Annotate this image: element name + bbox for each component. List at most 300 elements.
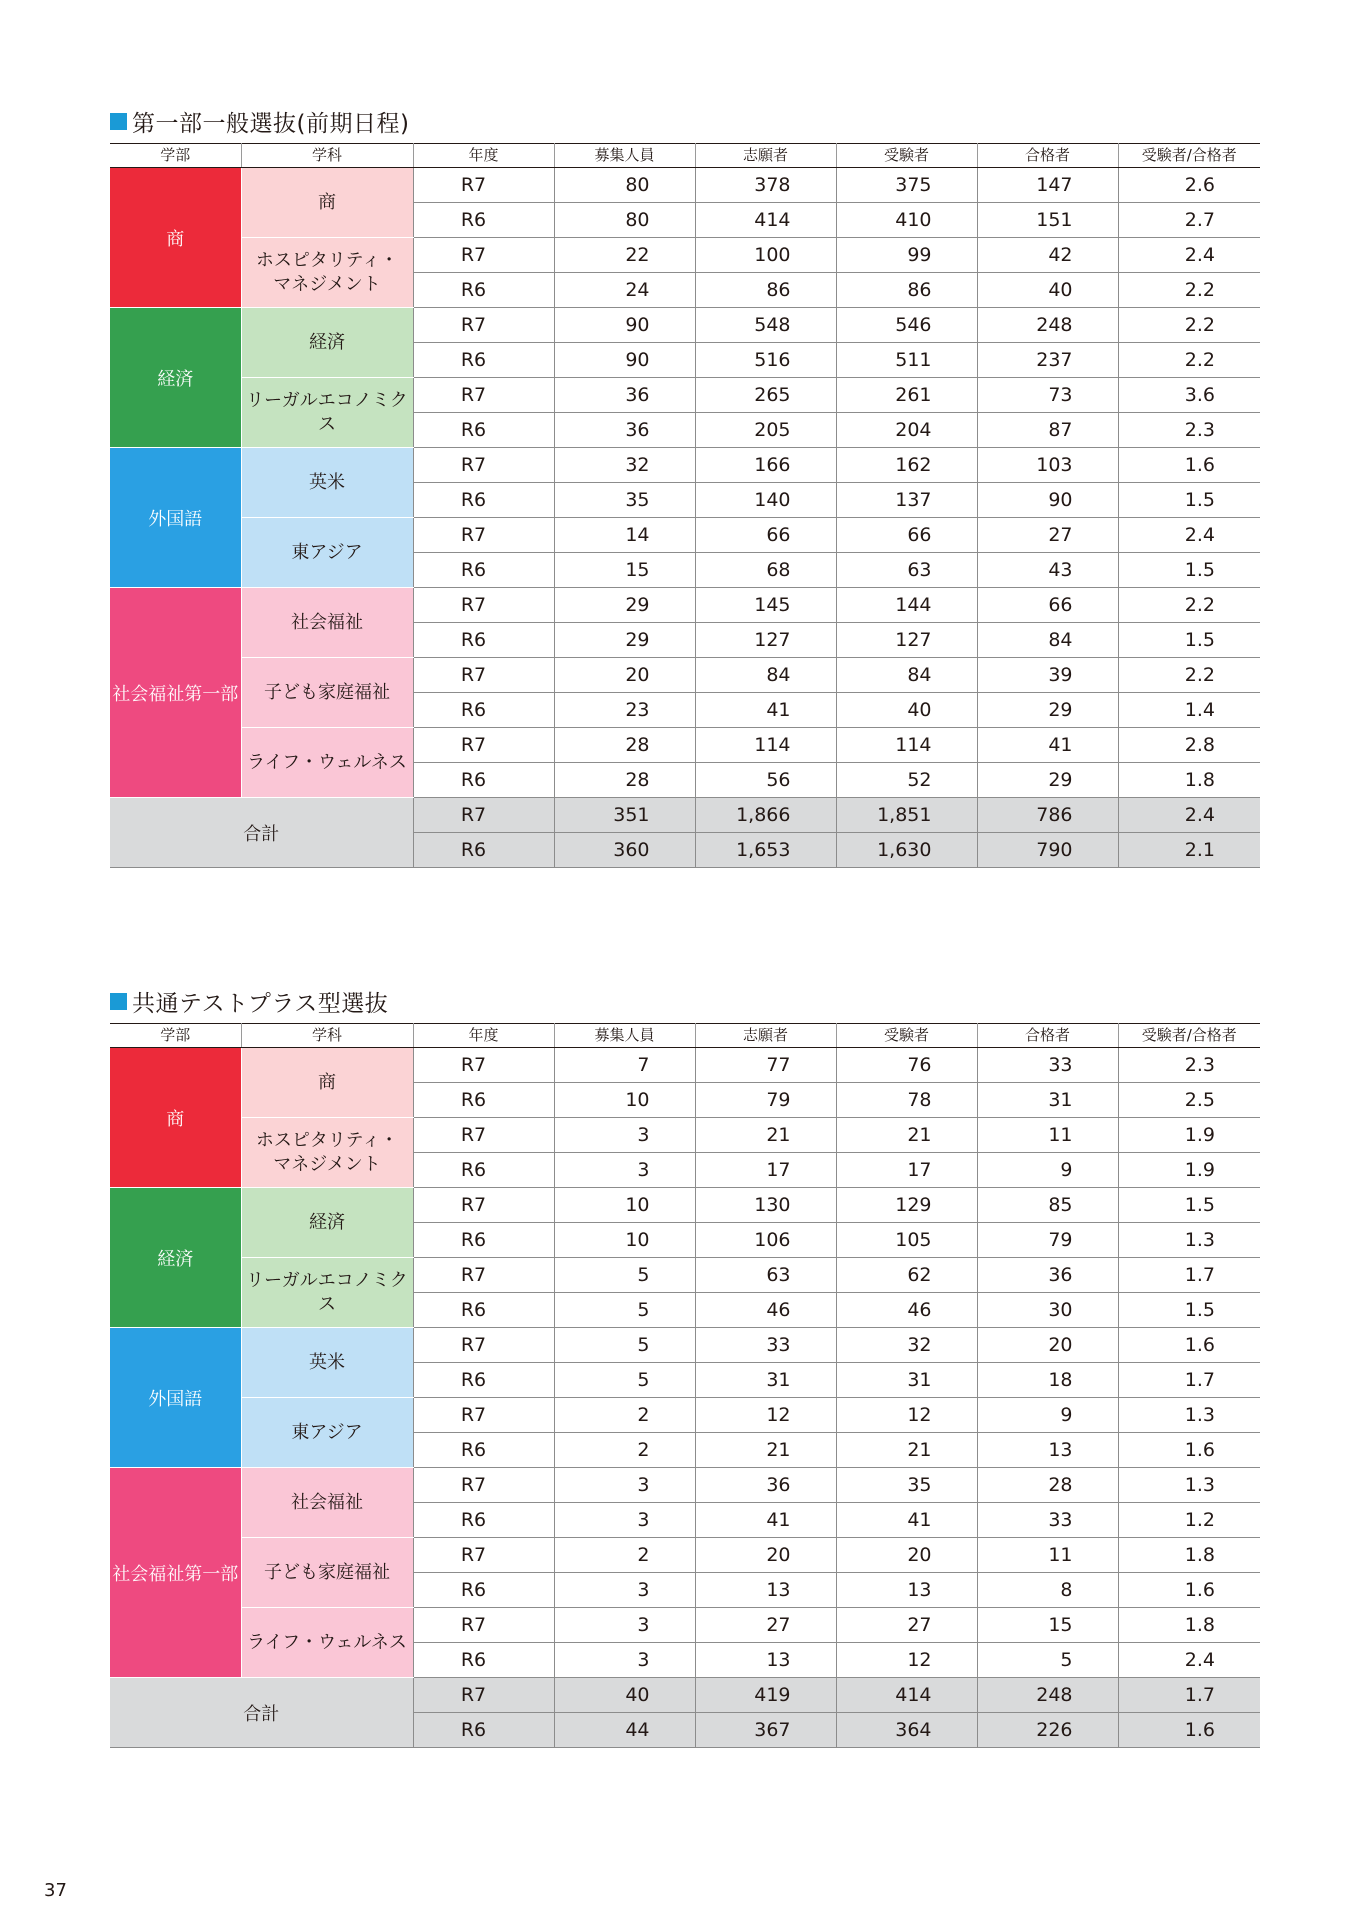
ratio-cell: 1.6 xyxy=(1118,448,1260,483)
column-header: 合格者 xyxy=(977,1024,1118,1048)
examinees-cell: 17 xyxy=(836,1153,977,1188)
applicants-cell: 13 xyxy=(695,1643,836,1678)
ratio-cell: 1.3 xyxy=(1118,1398,1260,1433)
total-row xyxy=(110,1678,1260,1713)
examinees-cell: 204 xyxy=(836,413,977,448)
capacity-cell: 3 xyxy=(554,1608,695,1643)
applicants-cell: 1,866 xyxy=(695,798,836,833)
year-cell: R7 xyxy=(413,168,554,203)
ratio-cell: 1.5 xyxy=(1118,623,1260,658)
passers-cell: 29 xyxy=(977,763,1118,798)
table-row xyxy=(110,1328,1260,1363)
year-cell: R6 xyxy=(413,1643,554,1678)
examinees-cell: 414 xyxy=(836,1678,977,1713)
department-cell: 経済 xyxy=(110,308,241,448)
year-cell: R7 xyxy=(413,728,554,763)
year-cell: R6 xyxy=(413,1223,554,1258)
examinees-cell: 114 xyxy=(836,728,977,763)
applicants-cell: 12 xyxy=(695,1398,836,1433)
table-row xyxy=(110,238,1260,273)
capacity-cell: 36 xyxy=(554,413,695,448)
applicants-cell: 31 xyxy=(695,1363,836,1398)
examinees-cell: 13 xyxy=(836,1573,977,1608)
ratio-cell: 2.2 xyxy=(1118,273,1260,308)
applicants-cell: 265 xyxy=(695,378,836,413)
ratio-cell: 2.4 xyxy=(1118,798,1260,833)
table-row xyxy=(110,448,1260,483)
applicants-cell: 145 xyxy=(695,588,836,623)
column-header: 学科 xyxy=(241,1024,413,1048)
title-square-icon xyxy=(110,113,127,130)
ratio-cell: 2.8 xyxy=(1118,728,1260,763)
department-cell: 商 xyxy=(110,168,241,308)
capacity-cell: 3 xyxy=(554,1573,695,1608)
major-cell: 社会福祉 xyxy=(241,1468,413,1538)
passers-cell: 11 xyxy=(977,1118,1118,1153)
examinees-cell: 99 xyxy=(836,238,977,273)
major-cell: ライフ・ウェルネス xyxy=(241,728,413,798)
capacity-cell: 3 xyxy=(554,1643,695,1678)
ratio-cell: 2.5 xyxy=(1118,1083,1260,1118)
year-cell: R7 xyxy=(413,588,554,623)
passers-cell: 39 xyxy=(977,658,1118,693)
passers-cell: 248 xyxy=(977,1678,1118,1713)
department-cell: 社会福祉第一部 xyxy=(110,588,241,798)
examinees-cell: 84 xyxy=(836,658,977,693)
major-cell: 東アジア xyxy=(241,518,413,588)
applicants-cell: 100 xyxy=(695,238,836,273)
passers-cell: 73 xyxy=(977,378,1118,413)
table-row xyxy=(110,1538,1260,1573)
applicants-cell: 106 xyxy=(695,1223,836,1258)
capacity-cell: 28 xyxy=(554,728,695,763)
table-row xyxy=(110,1118,1260,1153)
examinees-cell: 1,851 xyxy=(836,798,977,833)
capacity-cell: 5 xyxy=(554,1363,695,1398)
ratio-cell: 1.6 xyxy=(1118,1328,1260,1363)
capacity-cell: 2 xyxy=(554,1538,695,1573)
major-cell: 英米 xyxy=(241,448,413,518)
capacity-cell: 44 xyxy=(554,1713,695,1748)
examinees-cell: 32 xyxy=(836,1328,977,1363)
major-cell: リーガルエコノミクス xyxy=(241,378,413,448)
examinees-cell: 63 xyxy=(836,553,977,588)
examinees-cell: 41 xyxy=(836,1503,977,1538)
column-header: 受験者/合格者 xyxy=(1118,144,1260,168)
ratio-cell: 3.6 xyxy=(1118,378,1260,413)
table-row xyxy=(110,588,1260,623)
column-header: 学部 xyxy=(110,1024,241,1048)
department-cell: 商 xyxy=(110,1048,241,1188)
capacity-cell: 28 xyxy=(554,763,695,798)
year-cell: R7 xyxy=(413,238,554,273)
capacity-cell: 5 xyxy=(554,1258,695,1293)
major-cell: 商 xyxy=(241,1048,413,1118)
capacity-cell: 90 xyxy=(554,343,695,378)
examinees-cell: 144 xyxy=(836,588,977,623)
year-cell: R6 xyxy=(413,1713,554,1748)
column-header: 年度 xyxy=(413,144,554,168)
examinees-cell: 511 xyxy=(836,343,977,378)
examinees-cell: 12 xyxy=(836,1398,977,1433)
capacity-cell: 35 xyxy=(554,483,695,518)
ratio-cell: 1.6 xyxy=(1118,1433,1260,1468)
admission-table xyxy=(110,143,1260,868)
department-cell: 経済 xyxy=(110,1188,241,1328)
major-cell: ホスピタリティ・ マネジメント xyxy=(241,238,413,308)
section-first-general xyxy=(110,106,1260,886)
header-row xyxy=(110,144,1260,168)
year-cell: R7 xyxy=(413,1048,554,1083)
year-cell: R7 xyxy=(413,1118,554,1153)
column-header: 受験者 xyxy=(836,144,977,168)
examinees-cell: 21 xyxy=(836,1433,977,1468)
applicants-cell: 21 xyxy=(695,1433,836,1468)
major-cell: 英米 xyxy=(241,1328,413,1398)
section-title-text: 共通テストプラス型選抜 xyxy=(132,990,389,1017)
passers-cell: 9 xyxy=(977,1398,1118,1433)
capacity-cell: 5 xyxy=(554,1328,695,1363)
year-cell: R6 xyxy=(413,623,554,658)
capacity-cell: 3 xyxy=(554,1118,695,1153)
capacity-cell: 90 xyxy=(554,308,695,343)
applicants-cell: 13 xyxy=(695,1573,836,1608)
applicants-cell: 36 xyxy=(695,1468,836,1503)
applicants-cell: 46 xyxy=(695,1293,836,1328)
applicants-cell: 41 xyxy=(695,693,836,728)
examinees-cell: 40 xyxy=(836,693,977,728)
year-cell: R6 xyxy=(413,763,554,798)
passers-cell: 8 xyxy=(977,1573,1118,1608)
table-row xyxy=(110,1608,1260,1643)
capacity-cell: 5 xyxy=(554,1293,695,1328)
passers-cell: 28 xyxy=(977,1468,1118,1503)
year-cell: R6 xyxy=(413,1433,554,1468)
major-cell: 商 xyxy=(241,168,413,238)
column-header: 受験者 xyxy=(836,1024,977,1048)
capacity-cell: 3 xyxy=(554,1503,695,1538)
ratio-cell: 1.6 xyxy=(1118,1713,1260,1748)
ratio-cell: 1.5 xyxy=(1118,1188,1260,1223)
year-cell: R6 xyxy=(413,273,554,308)
table-row xyxy=(110,378,1260,413)
capacity-cell: 20 xyxy=(554,658,695,693)
header-row xyxy=(110,1024,1260,1048)
year-cell: R6 xyxy=(413,203,554,238)
ratio-cell: 1.5 xyxy=(1118,553,1260,588)
table-row xyxy=(110,1398,1260,1433)
capacity-cell: 10 xyxy=(554,1188,695,1223)
applicants-cell: 68 xyxy=(695,553,836,588)
ratio-cell: 1.7 xyxy=(1118,1678,1260,1713)
ratio-cell: 1.8 xyxy=(1118,1608,1260,1643)
passers-cell: 66 xyxy=(977,588,1118,623)
examinees-cell: 27 xyxy=(836,1608,977,1643)
applicants-cell: 516 xyxy=(695,343,836,378)
passers-cell: 41 xyxy=(977,728,1118,763)
passers-cell: 33 xyxy=(977,1048,1118,1083)
year-cell: R7 xyxy=(413,1328,554,1363)
year-cell: R6 xyxy=(413,1573,554,1608)
ratio-cell: 2.7 xyxy=(1118,203,1260,238)
major-cell: 東アジア xyxy=(241,1398,413,1468)
table-row xyxy=(110,1188,1260,1223)
capacity-cell: 80 xyxy=(554,203,695,238)
total-label: 合計 xyxy=(110,1678,413,1748)
major-cell: リーガルエコノミクス xyxy=(241,1258,413,1328)
passers-cell: 30 xyxy=(977,1293,1118,1328)
capacity-cell: 2 xyxy=(554,1398,695,1433)
major-cell: ライフ・ウェルネス xyxy=(241,1608,413,1678)
major-cell: 子ども家庭福祉 xyxy=(241,1538,413,1608)
passers-cell: 13 xyxy=(977,1433,1118,1468)
section-title xyxy=(110,986,388,1016)
applicants-cell: 86 xyxy=(695,273,836,308)
capacity-cell: 23 xyxy=(554,693,695,728)
passers-cell: 18 xyxy=(977,1363,1118,1398)
ratio-cell: 2.2 xyxy=(1118,588,1260,623)
passers-cell: 786 xyxy=(977,798,1118,833)
capacity-cell: 29 xyxy=(554,588,695,623)
applicants-cell: 33 xyxy=(695,1328,836,1363)
passers-cell: 31 xyxy=(977,1083,1118,1118)
ratio-cell: 1.2 xyxy=(1118,1503,1260,1538)
ratio-cell: 1.5 xyxy=(1118,483,1260,518)
applicants-cell: 114 xyxy=(695,728,836,763)
total-label: 合計 xyxy=(110,798,413,868)
ratio-cell: 1.3 xyxy=(1118,1468,1260,1503)
passers-cell: 11 xyxy=(977,1538,1118,1573)
column-header: 志願者 xyxy=(695,144,836,168)
table-row xyxy=(110,518,1260,553)
department-cell: 社会福祉第一部 xyxy=(110,1468,241,1678)
table-row xyxy=(110,168,1260,203)
applicants-cell: 130 xyxy=(695,1188,836,1223)
ratio-cell: 2.3 xyxy=(1118,1048,1260,1083)
ratio-cell: 1.5 xyxy=(1118,1293,1260,1328)
capacity-cell: 3 xyxy=(554,1153,695,1188)
passers-cell: 29 xyxy=(977,693,1118,728)
examinees-cell: 261 xyxy=(836,378,977,413)
table-row xyxy=(110,728,1260,763)
passers-cell: 84 xyxy=(977,623,1118,658)
applicants-cell: 140 xyxy=(695,483,836,518)
passers-cell: 15 xyxy=(977,1608,1118,1643)
examinees-cell: 76 xyxy=(836,1048,977,1083)
ratio-cell: 2.6 xyxy=(1118,168,1260,203)
passers-cell: 790 xyxy=(977,833,1118,868)
applicants-cell: 367 xyxy=(695,1713,836,1748)
examinees-cell: 86 xyxy=(836,273,977,308)
passers-cell: 79 xyxy=(977,1223,1118,1258)
applicants-cell: 41 xyxy=(695,1503,836,1538)
column-header: 学科 xyxy=(241,144,413,168)
admission-table xyxy=(110,1023,1260,1748)
table-row xyxy=(110,1048,1260,1083)
ratio-cell: 1.8 xyxy=(1118,1538,1260,1573)
year-cell: R6 xyxy=(413,483,554,518)
year-cell: R7 xyxy=(413,1398,554,1433)
capacity-cell: 22 xyxy=(554,238,695,273)
applicants-cell: 56 xyxy=(695,763,836,798)
ratio-cell: 1.8 xyxy=(1118,763,1260,798)
applicants-cell: 66 xyxy=(695,518,836,553)
capacity-cell: 351 xyxy=(554,798,695,833)
examinees-cell: 35 xyxy=(836,1468,977,1503)
passers-cell: 20 xyxy=(977,1328,1118,1363)
applicants-cell: 414 xyxy=(695,203,836,238)
capacity-cell: 3 xyxy=(554,1468,695,1503)
major-cell: 子ども家庭福祉 xyxy=(241,658,413,728)
ratio-cell: 1.9 xyxy=(1118,1153,1260,1188)
examinees-cell: 78 xyxy=(836,1083,977,1118)
applicants-cell: 63 xyxy=(695,1258,836,1293)
passers-cell: 85 xyxy=(977,1188,1118,1223)
column-header: 学部 xyxy=(110,144,241,168)
major-cell: 経済 xyxy=(241,308,413,378)
capacity-cell: 7 xyxy=(554,1048,695,1083)
capacity-cell: 15 xyxy=(554,553,695,588)
passers-cell: 237 xyxy=(977,343,1118,378)
table-row xyxy=(110,1468,1260,1503)
applicants-cell: 1,653 xyxy=(695,833,836,868)
applicants-cell: 166 xyxy=(695,448,836,483)
passers-cell: 5 xyxy=(977,1643,1118,1678)
examinees-cell: 129 xyxy=(836,1188,977,1223)
applicants-cell: 548 xyxy=(695,308,836,343)
applicants-cell: 378 xyxy=(695,168,836,203)
applicants-cell: 17 xyxy=(695,1153,836,1188)
examinees-cell: 62 xyxy=(836,1258,977,1293)
passers-cell: 43 xyxy=(977,553,1118,588)
year-cell: R7 xyxy=(413,518,554,553)
year-cell: R6 xyxy=(413,553,554,588)
passers-cell: 40 xyxy=(977,273,1118,308)
ratio-cell: 2.2 xyxy=(1118,343,1260,378)
examinees-cell: 105 xyxy=(836,1223,977,1258)
examinees-cell: 21 xyxy=(836,1118,977,1153)
year-cell: R6 xyxy=(413,833,554,868)
department-cell: 外国語 xyxy=(110,448,241,588)
examinees-cell: 1,630 xyxy=(836,833,977,868)
title-square-icon xyxy=(110,993,127,1010)
year-cell: R7 xyxy=(413,798,554,833)
examinees-cell: 364 xyxy=(836,1713,977,1748)
applicants-cell: 77 xyxy=(695,1048,836,1083)
ratio-cell: 2.1 xyxy=(1118,833,1260,868)
passers-cell: 36 xyxy=(977,1258,1118,1293)
passers-cell: 33 xyxy=(977,1503,1118,1538)
year-cell: R6 xyxy=(413,1503,554,1538)
year-cell: R7 xyxy=(413,1188,554,1223)
examinees-cell: 46 xyxy=(836,1293,977,1328)
applicants-cell: 419 xyxy=(695,1678,836,1713)
year-cell: R7 xyxy=(413,448,554,483)
passers-cell: 90 xyxy=(977,483,1118,518)
ratio-cell: 1.3 xyxy=(1118,1223,1260,1258)
column-header: 受験者/合格者 xyxy=(1118,1024,1260,1048)
examinees-cell: 127 xyxy=(836,623,977,658)
ratio-cell: 2.2 xyxy=(1118,308,1260,343)
table-row xyxy=(110,308,1260,343)
total-row xyxy=(110,798,1260,833)
capacity-cell: 10 xyxy=(554,1083,695,1118)
year-cell: R7 xyxy=(413,1538,554,1573)
capacity-cell: 10 xyxy=(554,1223,695,1258)
department-cell: 外国語 xyxy=(110,1328,241,1468)
examinees-cell: 66 xyxy=(836,518,977,553)
column-header: 年度 xyxy=(413,1024,554,1048)
major-cell: ホスピタリティ・ マネジメント xyxy=(241,1118,413,1188)
applicants-cell: 27 xyxy=(695,1608,836,1643)
ratio-cell: 2.4 xyxy=(1118,238,1260,273)
column-header: 募集人員 xyxy=(554,1024,695,1048)
section-title-text: 第一部一般選抜(前期日程) xyxy=(132,110,410,137)
passers-cell: 226 xyxy=(977,1713,1118,1748)
year-cell: R6 xyxy=(413,693,554,728)
year-cell: R7 xyxy=(413,658,554,693)
passers-cell: 147 xyxy=(977,168,1118,203)
applicants-cell: 20 xyxy=(695,1538,836,1573)
year-cell: R7 xyxy=(413,1468,554,1503)
examinees-cell: 12 xyxy=(836,1643,977,1678)
passers-cell: 87 xyxy=(977,413,1118,448)
year-cell: R6 xyxy=(413,1083,554,1118)
ratio-cell: 2.4 xyxy=(1118,518,1260,553)
ratio-cell: 2.4 xyxy=(1118,1643,1260,1678)
capacity-cell: 14 xyxy=(554,518,695,553)
major-cell: 経済 xyxy=(241,1188,413,1258)
page-number: 37 xyxy=(44,1880,67,1901)
year-cell: R7 xyxy=(413,308,554,343)
year-cell: R7 xyxy=(413,378,554,413)
capacity-cell: 2 xyxy=(554,1433,695,1468)
year-cell: R6 xyxy=(413,1363,554,1398)
passers-cell: 9 xyxy=(977,1153,1118,1188)
examinees-cell: 20 xyxy=(836,1538,977,1573)
examinees-cell: 31 xyxy=(836,1363,977,1398)
ratio-cell: 2.3 xyxy=(1118,413,1260,448)
applicants-cell: 84 xyxy=(695,658,836,693)
applicants-cell: 21 xyxy=(695,1118,836,1153)
capacity-cell: 36 xyxy=(554,378,695,413)
section-title xyxy=(110,106,409,136)
capacity-cell: 80 xyxy=(554,168,695,203)
column-header: 募集人員 xyxy=(554,144,695,168)
year-cell: R7 xyxy=(413,1258,554,1293)
examinees-cell: 52 xyxy=(836,763,977,798)
passers-cell: 103 xyxy=(977,448,1118,483)
capacity-cell: 24 xyxy=(554,273,695,308)
ratio-cell: 1.7 xyxy=(1118,1363,1260,1398)
ratio-cell: 2.2 xyxy=(1118,658,1260,693)
year-cell: R6 xyxy=(413,1153,554,1188)
capacity-cell: 32 xyxy=(554,448,695,483)
examinees-cell: 137 xyxy=(836,483,977,518)
passers-cell: 42 xyxy=(977,238,1118,273)
major-cell: 社会福祉 xyxy=(241,588,413,658)
year-cell: R6 xyxy=(413,343,554,378)
column-header: 合格者 xyxy=(977,144,1118,168)
passers-cell: 248 xyxy=(977,308,1118,343)
section-common-test-plus xyxy=(110,986,1260,1766)
ratio-cell: 1.9 xyxy=(1118,1118,1260,1153)
year-cell: R7 xyxy=(413,1608,554,1643)
applicants-cell: 127 xyxy=(695,623,836,658)
year-cell: R6 xyxy=(413,1293,554,1328)
capacity-cell: 40 xyxy=(554,1678,695,1713)
year-cell: R7 xyxy=(413,1678,554,1713)
